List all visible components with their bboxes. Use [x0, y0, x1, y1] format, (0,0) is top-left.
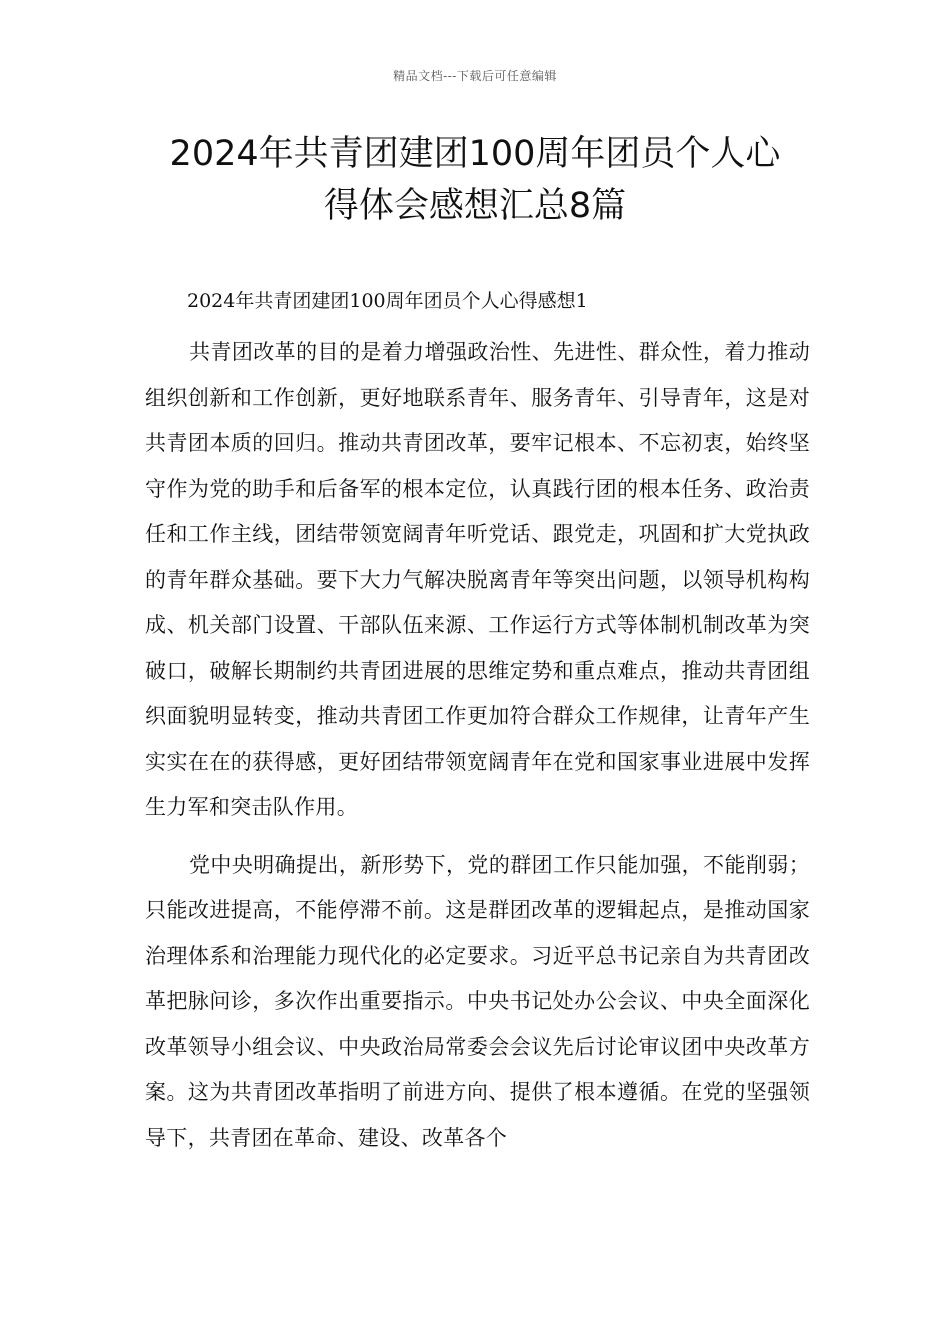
document-title [80, 128, 870, 232]
title-line-2: 得体会感想汇总8篇 [323, 186, 627, 226]
title-line-1: 2024年共青团建团100周年团员个人心 [169, 134, 781, 174]
paragraph-2: 党中央明确提出，新形势下，党的群团工作只能加强，不能削弱；只能改进提高，不能停滞不前。这是群团改革的逻辑起点，是推动国家治理体系和治理能力现代化的必定要求。习近平总书记亲自为共青团改革把脉问诊，多次作出重要指示。中央书记处办公会议、中央全面深化改革领导小组会议、中央政治局常委会会议先后讨论审议团中央改革方案。这为共青团改革指明了前进方向、提供了根本遵循。在党的坚强领导下，共青团在革命、建设、改革各个 [145, 852, 810, 1150]
paragraph-1: 共青团改革的目的是着力增强政治性、先进性、群众性，着力推动组织创新和工作创新，更好地联系青年、服务青年、引导青年，这是对共青团本质的回归。推动共青团改革，要牢记根本、不忘初衷，始终坚守作为党的助手和后备军的根本定位，认真践行团的根本任务、政治责任和工作主线，团结带领宽阔青年听党话、跟党走，巩固和扩大党执政的青年群众基础。要下大力气解决脱离青年等突出问题，以领导机构构成、机关部门设置、干部队伍来源、工作运行方式等体制机制改革为突破口，破解长期制约共青团进展的思维定势和重点难点，推动共青团组织面貌明显转变，推动共青团工作更加符合群众工作规律，让青年产生实实在在的获得感，更好团结带领宽阔青年在党和国家事业进展中发挥生力军和突击队作用。 [145, 340, 810, 819]
header-note: 精品文档---下载后可任意编辑 [393, 69, 557, 83]
section-subtitle: 2024年共青团建团100周年团员个人心得感想1 [187, 290, 588, 312]
document-body [145, 282, 810, 1161]
